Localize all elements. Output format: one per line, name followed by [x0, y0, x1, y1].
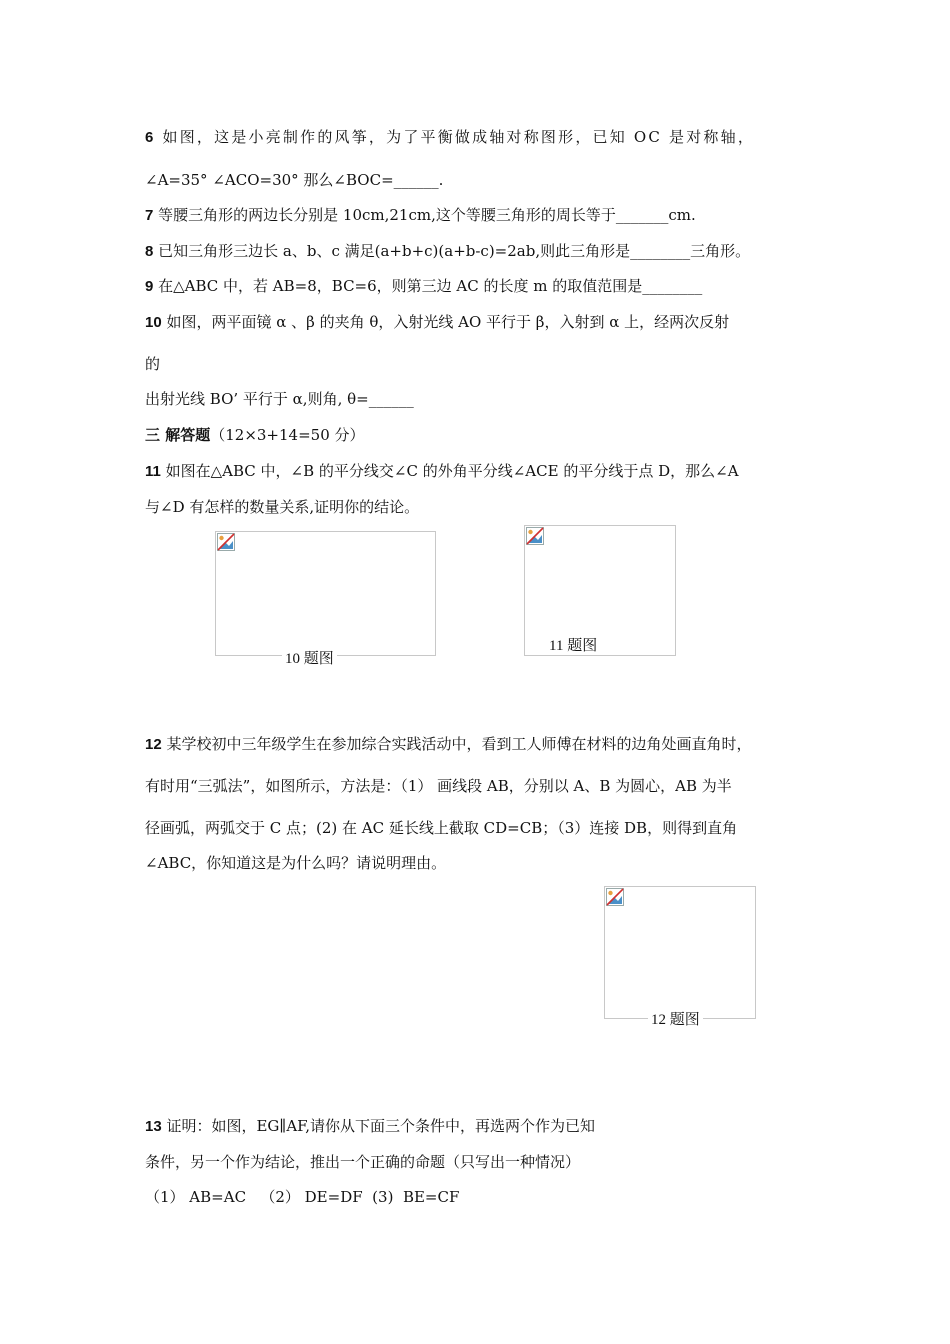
question-12-line-4: ∠ABC，你知道这是为什么吗？请说明理由。 — [145, 854, 447, 872]
question-6-line-1 — [145, 127, 755, 148]
question-text: 证明：如图，EG∥AF,请你从下面三个条件中，再选两个作为已知 — [166, 1117, 596, 1135]
question-number: 8 — [145, 243, 154, 260]
question-text: 如图，两平面镜 α 、β 的夹角 θ，入射光线 AO 平行于 β，入射到 α 上，经两次反射 — [166, 313, 730, 331]
question-12-line-2: 有时用“三弧法”，如图所示，方法是：（1） 画线段 AB，分别以 A、B 为圆心，AB 为半 — [145, 777, 732, 795]
question-7 — [145, 205, 696, 226]
question-10-line-3: 出射光线 BO’ 平行于 α,则角, θ=______ — [145, 390, 414, 408]
question-10-line-1 — [145, 312, 729, 333]
question-number: 11 — [145, 463, 161, 480]
question-text: 某学校初中三年级学生在参加综合实践活动中，看到工人师傅在材料的边角处画直角时， — [166, 735, 752, 753]
question-9 — [145, 276, 702, 297]
question-11-line-2: 与∠D 有怎样的数量关系,证明你的结论。 — [145, 498, 420, 516]
question-11-line-1 — [145, 461, 739, 482]
figure-10-image — [215, 531, 436, 656]
question-text: 在△ABC 中，若 AB=8，BC=6，则第三边 AC 的长度 m 的取值范围是________ — [158, 277, 703, 295]
question-12-line-3: 径画弧，两弧交于 C 点；(2) 在 AC 延长线上截取 CD=CB；（3）连接 DB，则得到直角 — [145, 819, 738, 837]
broken-image-icon — [606, 888, 624, 906]
question-text: 如图，这是小亮制作的风筝，为了平衡做成轴对称图形，已知 OC 是对称轴， — [162, 128, 756, 146]
question-13-line-2: 条件，另一个作为结论，推出一个正确的命题（只写出一种情况） — [145, 1153, 581, 1171]
question-text: 已知三角形三边长 a、b、c 满足(a+b+c)(a+b-c)=2ab,则此三角形是________三角形。 — [158, 242, 751, 260]
question-13-line-3: （1） AB=AC （2） DE=DF (3) BE=CF — [145, 1188, 460, 1206]
figure-11-caption: 11 题图 — [546, 634, 600, 655]
figure-12-caption: 12 题图 — [648, 1008, 703, 1029]
section-heading — [145, 425, 365, 445]
question-number: 9 — [145, 278, 154, 295]
question-number: 10 — [145, 314, 162, 331]
question-number: 6 — [145, 129, 156, 146]
question-number: 13 — [145, 1118, 162, 1135]
question-6-line-2: ∠A=35° ∠ACO=30° 那么∠BOC=______. — [145, 171, 444, 189]
question-text: 如图在△ABC 中，∠B 的平分线交∠C 的外角平分线∠ACE 的平分线于点 D，那么∠A — [165, 462, 739, 480]
question-10-line-2: 的 — [145, 355, 161, 373]
question-12-line-1 — [145, 734, 751, 755]
question-text: 等腰三角形的两边长分别是 10cm,21cm,这个等腰三角形的周长等于_______cm. — [158, 206, 696, 224]
section-title: 三 解答题 — [145, 426, 211, 444]
question-8 — [145, 241, 750, 262]
question-number: 12 — [145, 736, 162, 753]
broken-image-icon — [217, 533, 235, 551]
section-score: （12×3+14=50 分） — [210, 426, 365, 444]
question-13-line-1 — [145, 1116, 595, 1137]
figure-10-caption: 10 题图 — [282, 647, 337, 668]
question-number: 7 — [145, 207, 154, 224]
figure-12-image — [604, 886, 756, 1019]
broken-image-icon — [526, 527, 544, 545]
